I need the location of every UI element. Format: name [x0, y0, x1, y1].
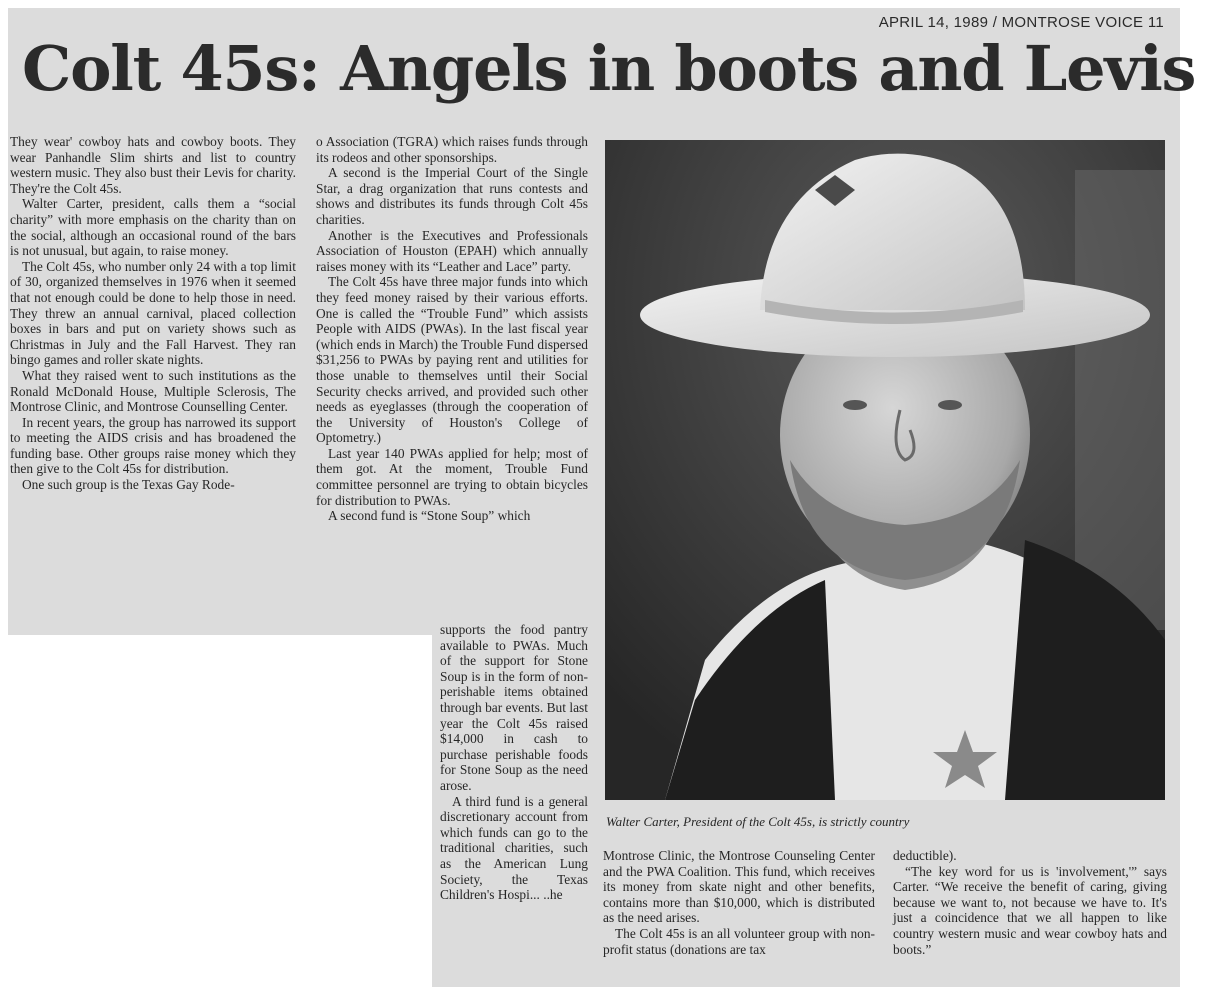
paragraph: What they raised went to such institutions as the Ronald McDonald House, Multiple Sclerosis, The Montrose Clinic, and Montrose Counselling Center. — [10, 367, 296, 415]
paragraph: The Colt 45s is an all volunteer group with non-profit status (donations are tax — [603, 925, 875, 957]
paragraph: o Association (TGRA) which raises funds through its rodeos and other sponsorships. — [316, 134, 588, 165]
article-column-4 — [603, 848, 875, 957]
paragraph: A third fund is a general discretionary account from which funds can go to the traditional charities, such as the American Lung Society, the Texas Children's Hospi... ..he — [440, 793, 588, 903]
paragraph: Last year 140 PWAs applied for help; most of them got. At the moment, Trouble Fund committee personnel are trying to obtain bicycles for distribution to PWAs. — [316, 445, 588, 508]
paragraph: supports the food pantry available to PWAs. Much of the support for Stone Soup is in the form of non-perishable items obtained through bar events. But last year the Colt 45s raised $14,000 in cash to purchase perishable foods for Stone Soup as the need arose. — [440, 622, 588, 793]
article-column-2 — [316, 134, 588, 524]
dateline: APRIL 14, 1989 / MONTROSE VOICE 11 — [878, 14, 1164, 31]
paragraph: Another is the Executives and Professionals Association of Houston (EPAH) which annually raises money with its “Leather and Lace” party. — [316, 227, 588, 274]
paragraph: deductible). — [893, 848, 957, 863]
paragraph: In recent years, the group has narrowed its support to meeting the AIDS crisis and has broadened the funding base. Other groups raise money which they then give to the Colt 45s for distribution. — [10, 414, 296, 477]
portrait-photo — [605, 140, 1165, 800]
headline: Colt 45s: Angels in boots and Levis — [22, 32, 1196, 105]
paragraph: They wear' cowboy hats and cowboy boots. They wear Panhandle Slim shirts and list to country western music. They also bust their Levis for charity. They're the Colt 45s. — [10, 134, 296, 196]
paragraph: A second fund is “Stone Soup” which — [328, 508, 531, 524]
article-column-3 — [440, 622, 588, 903]
article-column-1 — [10, 134, 296, 493]
paragraph: Montrose Clinic, the Montrose Counseling Center and the PWA Coalition. This fund, which receives its money from skate night and other benefits, contains more than $10,000, which is distributed as the need arises. — [603, 848, 875, 926]
paragraph: Walter Carter, president, calls them a “social charity” with more emphasis on the charity than on the social, although an occasional round of the bars is not unusual, but again, to raise money. — [10, 196, 296, 259]
paragraph: A second is the Imperial Court of the Single Star, a drag organization that runs contests and shows and distributes its funds through Colt 45s charities. — [316, 165, 588, 227]
portrait-illustration — [605, 140, 1165, 800]
paragraph: The Colt 45s have three major funds into which they feed money raised by their various efforts. One is called the “Trouble Fund” which assists People with AIDS (PWAs). In the last fiscal year (which ends in March) the Trouble Fund dispersed $31,256 to PWAs by paying rent and utilities for those unable to themselves until their Social Security checks arrived, and provided such other needs as eyeglasses (through the cooperation of the University of Houston's College of Optometry.) — [316, 274, 588, 446]
article-column-5 — [893, 848, 1167, 957]
photo-caption: Walter Carter, President of the Colt 45s, is strictly country — [606, 814, 910, 829]
paragraph: One such group is the Texas Gay Rode- — [22, 477, 235, 493]
paragraph: “The key word for us is 'involvement,'” says Carter. “We receive the benefit of caring, giving because we want to, not because we have to. It's just a coincidence that we all happen to like country western music and wear cowboy hats and boots.” — [893, 863, 1167, 957]
paragraph: The Colt 45s, who number only 24 with a top limit of 30, organized themselves in 1976 when it seemed that not enough could be done to help those in need. They threw an annual carnival, placed collection boxes in bars and put on variety shows such as Christmas in July and the Fall Harvest. They ran bingo games and roller skate nights. — [10, 258, 296, 368]
